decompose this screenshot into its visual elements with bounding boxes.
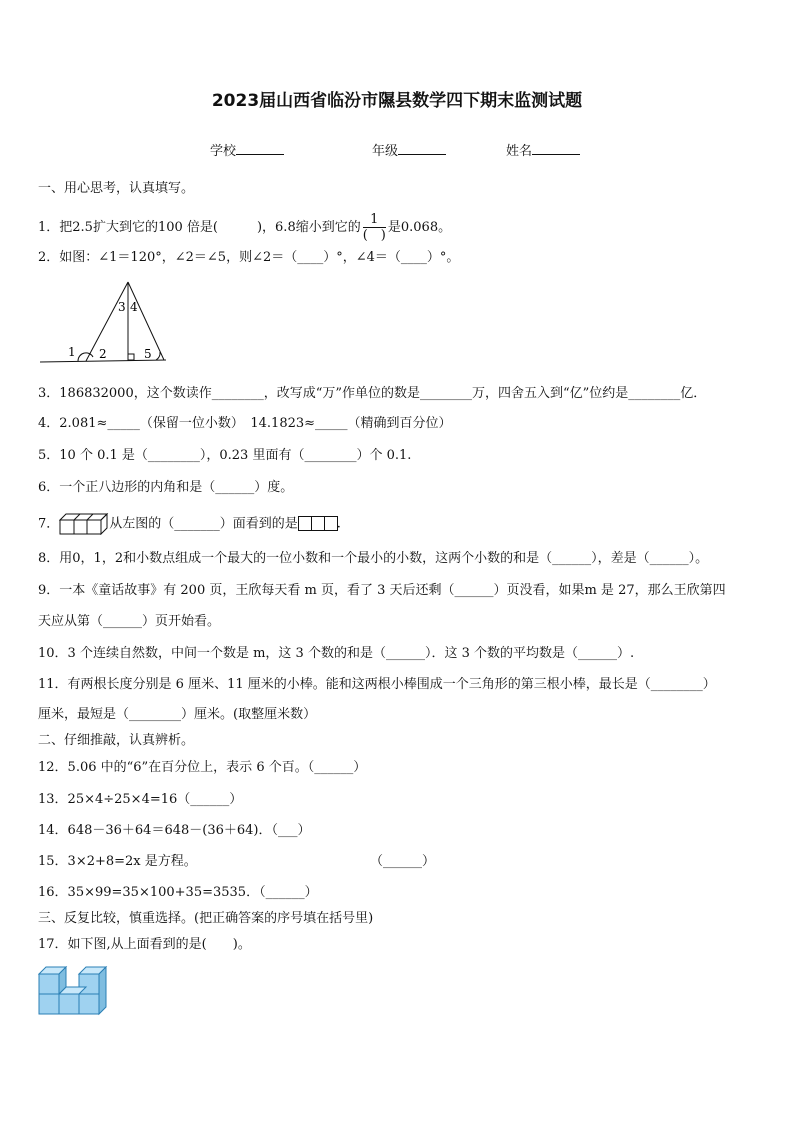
section-1-heading: 一、用心思考，认真填写。 <box>38 181 195 196</box>
three-squares-figure <box>298 515 337 533</box>
question-1-text-a: 1．把2.5扩大到它的100 倍是( )，6.8缩小到它的 <box>38 220 361 235</box>
question-7-period: . <box>336 516 341 532</box>
angle-label-3: 3 <box>118 300 126 314</box>
school-label: 学校 <box>210 144 237 159</box>
angle-label-4: 4 <box>130 300 138 314</box>
question-17: 17．如下图,从上面看到的是( )。 <box>38 937 251 952</box>
question-11-line-2: 厘米，最短是（________）厘米。(取整厘米数） <box>38 707 317 722</box>
question-8: 8．用0，1，2和小数点组成一个最大的一位小数和一个最小的小数，这两个小数的和是（______），差是（______）。 <box>38 551 709 566</box>
question-6: 6．一个正八边形的内角和是（______）度。 <box>38 480 294 495</box>
section-2-heading: 二、仔细推敲，认真辨析。 <box>38 733 195 748</box>
question-7-number: 7． <box>38 516 60 532</box>
section-3-heading: 三、反复比较，慎重选择。(把正确答案的序号填在括号里) <box>38 911 374 926</box>
grade-field <box>372 140 446 159</box>
question-9-line-2: 天应从第（______）页开始看。 <box>38 614 221 629</box>
angle-label-2: 2 <box>99 347 107 361</box>
question-10: 10．3 个连续自然数，中间一个数是 m，这 3 个数的和是（______）．这 3 个数的平均数是（______）. <box>38 646 635 661</box>
question-15-blank: （______） <box>370 854 436 869</box>
fraction <box>363 212 386 243</box>
question-7-text: 从左图的（_______）面看到的是 <box>109 516 298 532</box>
name-label: 姓名 <box>506 144 533 159</box>
question-15 <box>38 853 197 871</box>
grade-label: 年级 <box>372 144 399 159</box>
fraction-denominator: ( ) <box>362 228 386 243</box>
question-13: 13．25×4÷25×4=16（______） <box>38 792 243 807</box>
triangle-angle-figure <box>38 278 170 366</box>
question-2: 2．如图：∠1＝120°，∠2＝∠5，则∠2＝（____）°，∠4＝（____）°。 <box>38 250 460 265</box>
angle-label-1: 1 <box>68 345 76 359</box>
question-3: 3．186832000，这个数读作________，改写成“万”作单位的数是________万，四舍五入到“亿”位约是________亿． <box>38 386 707 401</box>
cube-stack-figure <box>38 966 108 1016</box>
question-7 <box>38 513 341 535</box>
question-15-text: 15．3×2+8=2x 是方程。 <box>38 854 197 869</box>
cuboid-figure <box>59 513 109 535</box>
angle-1-arc <box>78 353 93 361</box>
question-12: 12．5.06 中的“6”在百分位上，表示 6 个百。（______） <box>38 760 367 775</box>
school-field <box>210 140 284 159</box>
question-1 <box>38 212 451 243</box>
right-angle-mark <box>128 354 134 360</box>
question-14: 14．648－36＋64＝648－(36＋64)．（___） <box>38 823 311 838</box>
school-blank[interactable] <box>236 141 284 155</box>
angle-label-5: 5 <box>144 347 152 361</box>
angle-5-arc <box>156 352 160 360</box>
question-11-line-1: 11．有两根长度分别是 6 厘米、11 厘米的小棒。能和这两根小棒围成一个三角形的第三根小棒，最长是（________） <box>38 677 716 692</box>
triangle-left-side <box>86 282 128 361</box>
page-title: 2023届山西省临汾市隰县数学四下期末监测试题 <box>211 91 583 111</box>
question-16: 16．35×99=35×100+35=3535．（______） <box>38 885 318 900</box>
name-field <box>506 140 580 159</box>
fraction-numerator: 1 <box>363 212 386 228</box>
question-4: 4．2.081≈_____（保留一位小数） 14.1823≈_____（精确到百分位） <box>38 416 452 431</box>
grade-blank[interactable] <box>398 141 446 155</box>
question-1-text-b: 是0.068。 <box>387 220 452 235</box>
question-9-line-1: 9．一本《童话故事》有 200 页，王欣每天看 m 页，看了 3 天后还剩（______）页没看，如果m 是 27，那么王欣第四 <box>38 583 726 598</box>
name-blank[interactable] <box>532 141 580 155</box>
question-5: 5．10 个 0.1 是（________），0.23 里面有（________）个 0.1. <box>38 448 412 463</box>
